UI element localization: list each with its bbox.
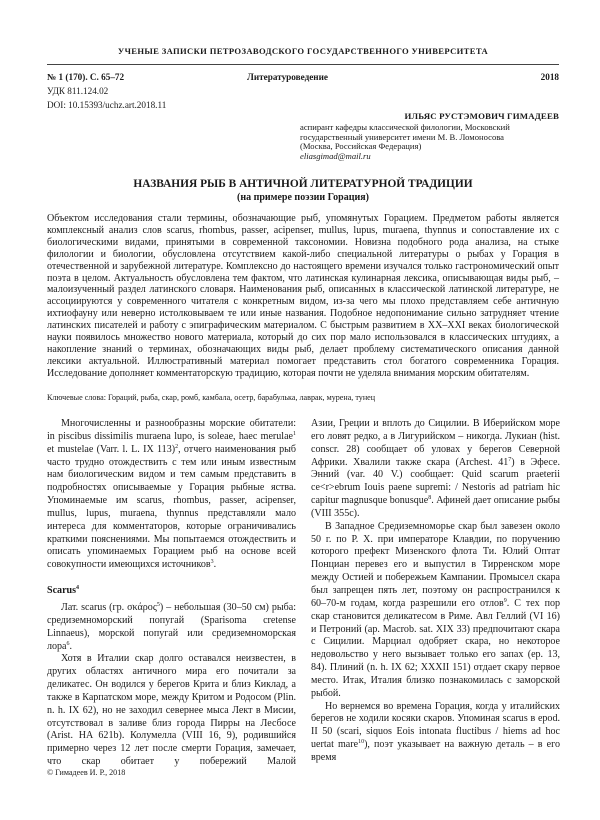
body-paragraph: Хотя в Италии скар долго оставался неизвестен, в других областях античного мира его почитали за деликатес. Он водился у берегов Крита и близ Киклад, а также в Карпатском море, между Критом и Родосом (Plin. n. h. IX 62), но не заходил севернее мыса Лект в Мисии, отсутствовал в заливе близ города Пирры на Лесбосе (Arist. HA 621b). Колумелла (VIII 16, 9), родившийся примерно через 12 лет после смерти Горация, замечает, что скар обитает у побережий Малой [47,653,296,768]
body-paragraph [47,602,296,653]
author-affiliation-line: аспирант кафедры классической филологии, Московский [300,121,510,132]
footnote-ref[interactable]: 2 [175,443,179,450]
text-run: Азии, Греции и вплоть до Сицилии. В Иберийском море его ловят редко, а в Лигурийском – никогда. Лукиан (hist. conscr. 28) сообщает об уловах у берегов Северной Африки. Хвалили также скара (Archest. 41 [311,418,560,468]
footnote-ref[interactable]: 3 [210,559,214,566]
header-divider [47,64,559,65]
text-run: Лат. scarus (гр. σκάρος [61,601,157,613]
footnote-ref[interactable]: 10 [358,739,365,746]
footnote-ref[interactable]: 1 [293,430,296,437]
article-title: НАЗВАНИЯ РЫБ В АНТИЧНОЙ ЛИТЕРАТУРНОЙ ТРАДИЦИИ [133,178,473,190]
section-heading-text: Scarus [47,585,77,597]
author-block [300,112,559,162]
author-affiliation-line: государственный университет имени М. В. Ломоносова [300,131,505,142]
text-run: et mustelae (Varr. l. L. IX 113) [47,443,176,455]
footnote-ref[interactable]: 6 [66,640,70,647]
body-paragraph [311,521,560,701]
author-name: ИЛЬЯС РУСТЭМОВИЧ ГИМАДЕЕВ [404,111,559,121]
text-run: , отчего наименования рыб часто трудно отождествить с тем или иным известным нам биологическим видом и тем самым представить в подробностях описываемые у Горация рыбные яства. Упоминаемые им scarus, rhombus, passer, acipenser, mullus, lupus, muraena, thynnus представляли мало интереса для комментаторов, которые ограничивались краткими пояснениями. Мы попытаемся отождествить и описать упоминаемых Горацием рыб на основе всей совокупности имеющихся источников [47,443,296,571]
text-run: ) в Эфесе. Энний (var. 40 V.) сообщает: Quid scarum praeterii ce<r>ebrum Iouis paene supremi: / Nestoris ad patriam hic capitur magnusque bonusque [311,456,560,507]
section-heading-scarus [47,585,296,598]
udk-code: УДК 811.124.02 [47,86,109,96]
text-run: . [213,559,217,571]
text-run: Но вернемся во времена Горация, когда у италийских берегов не ходили косяки скаров. Упоминая scarus в epod. II 50 (scari, siquos Eois intonata fluctibus / hiems ad hoc uertat mare [311,700,560,751]
keywords: Ключевые слова: Гораций, рыба, скар, ромб, камбала, осетр, барабулька, лаврак, мурена, тунец [47,393,376,402]
doi-identifier: DOI: 10.15393/uchz.art.2018.11 [47,100,167,110]
footnote-ref[interactable]: 7 [508,456,512,463]
footnote-ref[interactable]: 9 [503,597,507,604]
copyright-notice: © Гимадеев И. Р., 2018 [47,768,126,777]
text-run: Многочисленны и разнообразны морские обитатели: in piscibus dissimilis muraena lupo, is soleae, haec merulae [47,418,296,442]
footnote-ref[interactable]: 4 [76,585,80,592]
text-run: ), поэт указывает на важную деталь – в его время [311,739,560,763]
body-column-right [311,418,560,765]
article-subtitle: (на примере поэзии Горация) [237,192,369,203]
abstract: Объектом исследования стали термины, обозначающие рыб, упомянутых Горацием. Предметом работы является комплексный анализ слов scarus, rhombus, passer, acipenser, mullus, lupus, muraena, thynnus и сопоставление их с биологическими видами, принятыми в современной таксономии. Новизна подобного рода анализа, на стыке филологии и биологии, обусловлена отсутствием какой-либо специальной литературы о рыбах у Горация в отечественной и зарубежной литературе. Комплексно до настоящего времени изучался только гастрономический опыт поэта в целом. Актуальность обусловлена тем фактом, что латинская кулинарная лексика, описывающая виды рыб, – малоизученный раздел латинского словаря. Наименования рыб, описанных в классической латинской литературе, не ассоциируются у современного читателя с конкретным видом, из-за чего мы плохо представляем себе античную ихтиофауну или неверно истолковываем те или иные названия. Подобное недопонимание сильно затрудняет чтение латинских писателей и работу с эпиграфическим материалом. С быстрым развитием в XX–XXI веках биологической науки появилось множество нового материала, который до сих пор мало использовался в классических штудиях, а накопление знаний о терминах, обозначающих виды рыб, делает проблему систематического описания данной лексики актуальной. Иллюстративный материал помогает представить стол богатого современника Горация. Исследование дополняет комментаторскую традицию, которая почти не уделяла внимания морским обитателям. [47,213,559,379]
author-email-link[interactable]: eliasgimad@mail.ru [300,151,371,162]
issue-year: 2018 [540,72,559,82]
footnote-ref[interactable]: 8 [428,495,432,502]
footnote-ref[interactable]: 5 [156,601,160,608]
text-run: . [69,640,73,652]
body-paragraph [47,418,296,572]
section-name: Литературоведение [247,72,328,82]
text-run: В Западное Средиземноморье скар был завезен около 50 г. по Р. Х. при императоре Клавдии, по поручению которого префект Мизенского флота Ти. Юлий Оптат Понциан перевез его и выпустил в Тирренском море между Остией и побережьем Кампании. Промысел скара был запрещен пять лет, поэтому он распространился к 60–70-м годам, когда разрешили его отлов [311,520,560,609]
body-paragraph [311,701,560,765]
text-run: ) – небольшая (30–50 см) рыба: средиземноморский попугай (Sparisoma cretense Linnaeus), морской попугай или средиземноморская лора [47,601,296,652]
text-run: . С тех пор скар становится деликатесом в Риме. Авл Геллий (VI 16) и Петроний (ap. Macrob. sat. XIX 33) предпочитают скара с Сицилии. Марциал одобряет скара, но некоторое недовольство у него вызывает только его запах (ep. 13, 84). Плиний (n. h. IX 62; XXXII 151) отдает скару первое место. Итак, Италия близко познакомилась с заморской рыбой. [311,597,560,699]
body-paragraph [311,418,560,521]
author-location: (Москва, Российская Федерация) [300,141,422,152]
text-run: . Афиней дает описание рыбы (VIII 355c). [311,495,560,519]
journal-title: УЧЕНЫЕ ЗАПИСКИ ПЕТРОЗАВОДСКОГО ГОСУДАРСТВЕННОГО УНИВЕРСИТЕТА [117,46,489,56]
issue-number: № 1 (170). С. 65–72 [47,72,125,82]
body-column-left [47,418,296,769]
